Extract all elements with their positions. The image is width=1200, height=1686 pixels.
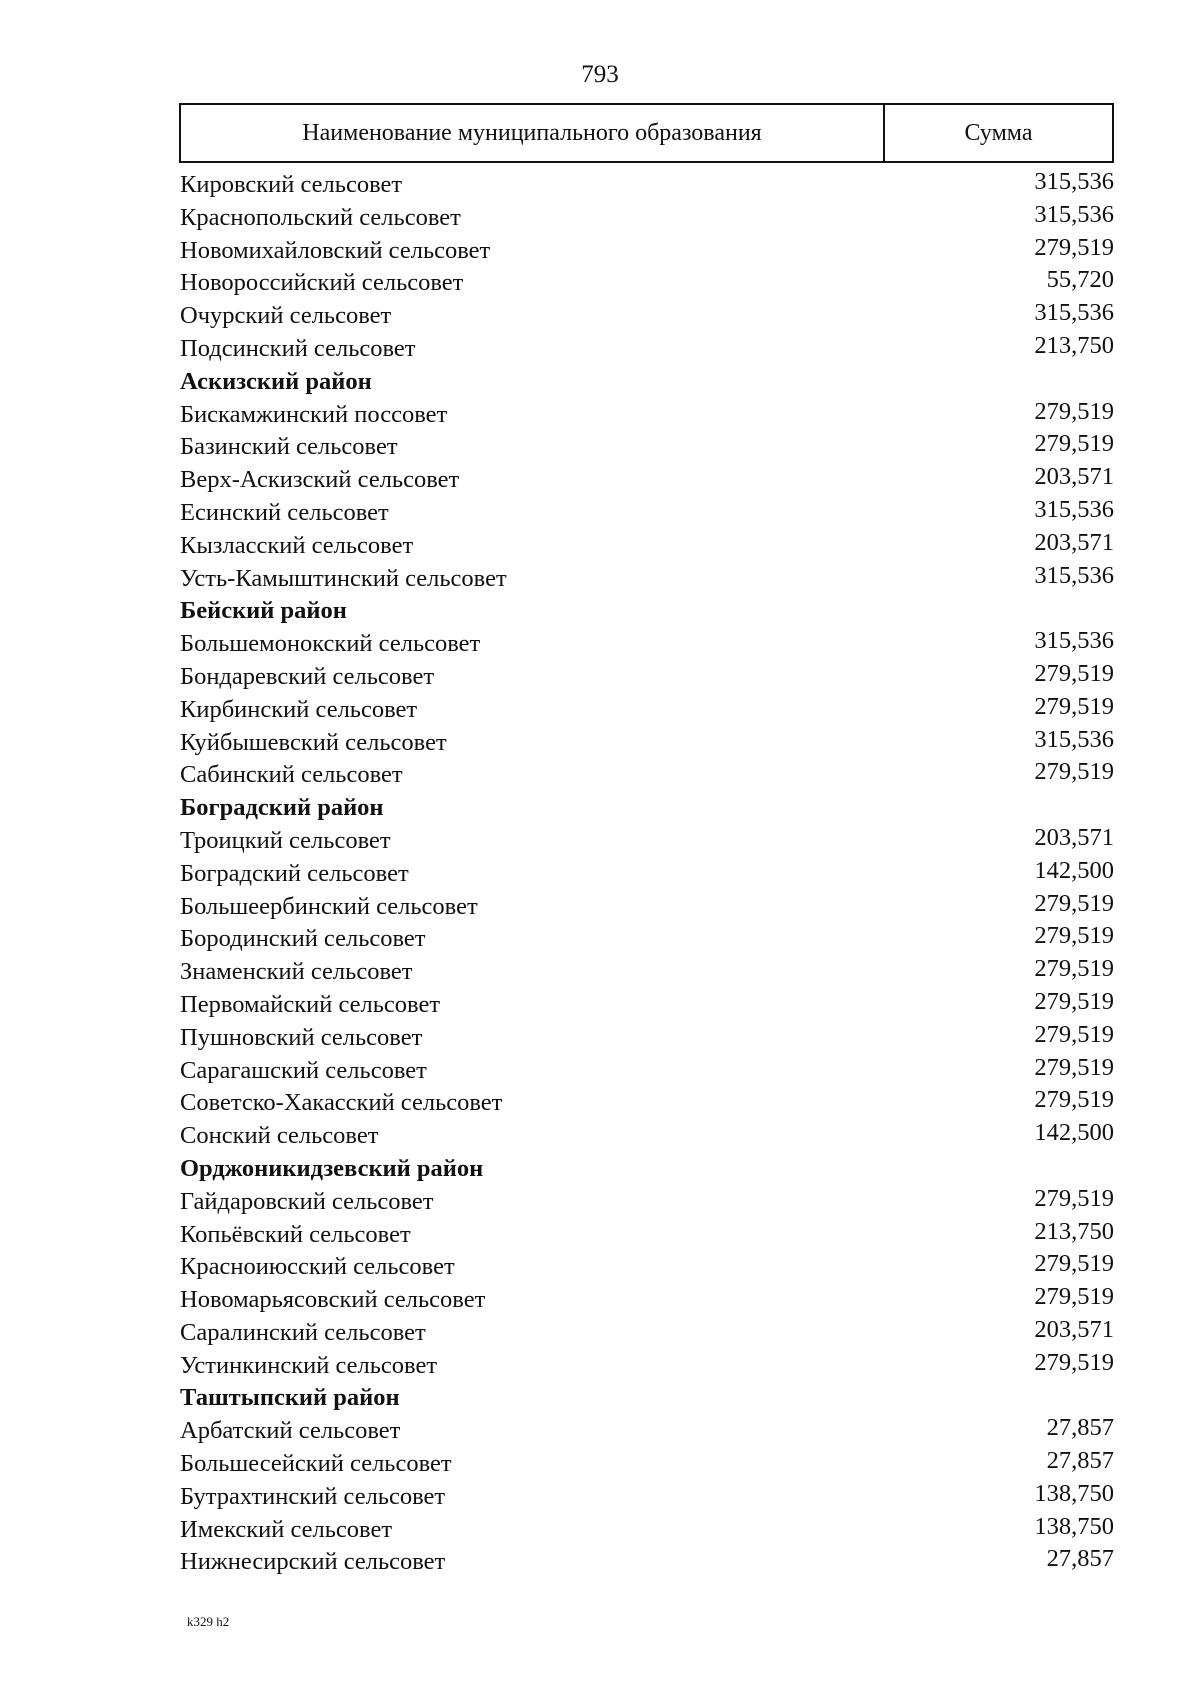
table-row (180, 692, 1114, 725)
amount-value: 138,750 (1034, 1512, 1114, 1540)
amount-value: 279,519 (1034, 430, 1114, 458)
amount-value: 279,519 (1034, 692, 1114, 720)
table-header (179, 103, 1114, 163)
table-row (180, 1413, 1114, 1446)
table-row (180, 757, 1114, 790)
table-row (180, 429, 1114, 462)
amount-value: 279,519 (1034, 758, 1114, 786)
municipality-name: Новомарьясовский сельсовет (180, 1286, 486, 1314)
amount-value: 315,536 (1034, 495, 1114, 523)
municipality-name: Кызласский сельсовет (180, 531, 414, 559)
municipality-name: Гайдаровский сельсовет (180, 1187, 434, 1215)
district-name: Таштыпский район (180, 1384, 400, 1412)
municipality-name: Советско-Хакасский сельсовет (180, 1089, 503, 1117)
amount-value: 315,536 (1034, 200, 1114, 228)
table-row (180, 1184, 1114, 1217)
amount-value: 315,536 (1034, 725, 1114, 753)
municipality-name: Имекский сельсовет (180, 1515, 393, 1543)
amount-value: 142,500 (1034, 1119, 1114, 1147)
amount-value: 279,519 (1034, 1086, 1114, 1114)
table-row (180, 495, 1114, 528)
table-row (180, 1249, 1114, 1282)
column-header-sum: Сумма (964, 119, 1033, 146)
table-row (180, 987, 1114, 1020)
municipality-name: Куйбышевский сельсовет (180, 728, 447, 756)
amount-value: 142,500 (1034, 856, 1114, 884)
amount-value: 279,519 (1034, 955, 1114, 983)
table-row (180, 1544, 1114, 1577)
municipality-name: Саралинский сельсовет (180, 1318, 426, 1346)
table-row (180, 1479, 1114, 1512)
table-row (180, 1217, 1114, 1250)
district-name: Аскизский район (180, 367, 372, 395)
municipality-name: Большемонокский сельсовет (180, 630, 481, 658)
amount-value: 279,519 (1034, 397, 1114, 425)
table-row (180, 298, 1114, 331)
amount-value: 203,571 (1034, 528, 1114, 556)
table-row (180, 462, 1114, 495)
district-heading-row (180, 1380, 1114, 1413)
amount-value: 213,750 (1034, 1217, 1114, 1245)
district-heading-row (180, 790, 1114, 823)
amount-value: 315,536 (1034, 627, 1114, 655)
municipality-name: Базинский сельсовет (180, 433, 398, 461)
amount-value: 27,857 (1046, 1414, 1114, 1442)
table-row (180, 659, 1114, 692)
table-row (180, 725, 1114, 758)
column-header-name: Наименование муниципального образования (181, 105, 885, 161)
amount-value: 138,750 (1034, 1479, 1114, 1507)
table-row (180, 265, 1114, 298)
district-name: Боградский район (180, 794, 384, 822)
municipality-name: Красноиюсский сельсовет (180, 1253, 455, 1281)
municipality-name: Троицкий сельсовет (180, 826, 391, 854)
table-row (180, 921, 1114, 954)
municipality-name: Новомихайловский сельсовет (180, 236, 491, 264)
table-row (180, 561, 1114, 594)
district-heading-row (180, 593, 1114, 626)
municipality-name: Сонский сельсовет (180, 1122, 379, 1150)
amount-value: 279,519 (1034, 889, 1114, 917)
municipality-name: Арбатский сельсовет (180, 1417, 401, 1445)
amount-value: 279,519 (1034, 1020, 1114, 1048)
municipality-name: Большеербинский сельсовет (180, 892, 478, 920)
table-row (180, 1053, 1114, 1086)
amount-value: 279,519 (1034, 1250, 1114, 1278)
table-row (180, 1348, 1114, 1381)
table-row (180, 626, 1114, 659)
table-row (180, 1512, 1114, 1545)
table-row (180, 1446, 1114, 1479)
municipality-name: Большесейский сельсовет (180, 1450, 452, 1478)
table-row (180, 1085, 1114, 1118)
amount-value: 315,536 (1034, 168, 1114, 195)
table-body (180, 167, 1114, 1577)
municipality-name: Бондаревский сельсовет (180, 662, 435, 690)
amount-value: 203,571 (1034, 463, 1114, 491)
municipality-name: Краснопольский сельсовет (180, 203, 461, 231)
table-row (180, 1282, 1114, 1315)
table-row (180, 856, 1114, 889)
document-code: k329 h2 (187, 1614, 230, 1629)
amount-value: 279,519 (1034, 233, 1114, 261)
table-row (180, 1118, 1114, 1151)
table-row (180, 889, 1114, 922)
table-row (180, 528, 1114, 561)
amount-value: 27,857 (1046, 1447, 1114, 1475)
amount-value: 213,750 (1034, 331, 1114, 359)
page-number: 793 (581, 61, 619, 88)
amount-value: 27,857 (1046, 1545, 1114, 1573)
municipality-name: Усть-Камыштинский сельсовет (180, 564, 507, 592)
municipality-name: Бородинский сельсовет (180, 925, 426, 953)
municipality-name: Знаменский сельсовет (180, 958, 413, 986)
amount-value: 279,519 (1034, 1053, 1114, 1081)
amount-value: 203,571 (1034, 823, 1114, 851)
amount-value: 279,519 (1034, 659, 1114, 687)
table-row (180, 954, 1114, 987)
municipality-name: Есинский сельсовет (180, 498, 389, 526)
municipality-name: Устинкинский сельсовет (180, 1351, 438, 1379)
amount-value: 55,720 (1046, 266, 1114, 294)
municipality-name: Верх-Аскизский сельсовет (180, 466, 460, 494)
amount-value: 203,571 (1034, 1315, 1114, 1343)
district-heading-row (180, 364, 1114, 397)
amount-value: 315,536 (1034, 299, 1114, 327)
municipality-name: Кирбинский сельсовет (180, 695, 418, 723)
table-row (180, 1020, 1114, 1053)
district-name: Бейский район (180, 597, 347, 625)
municipality-name: Копьёвский сельсовет (180, 1220, 411, 1248)
municipality-name: Пушновский сельсовет (180, 1023, 423, 1051)
amount-value: 279,519 (1034, 922, 1114, 950)
municipality-name: Первомайский сельсовет (180, 990, 441, 1018)
amount-value: 279,519 (1034, 987, 1114, 1015)
municipality-name: Сабинский сельсовет (180, 761, 403, 789)
table-row (180, 200, 1114, 233)
district-heading-row (180, 1151, 1114, 1184)
table-row (180, 331, 1114, 364)
municipality-name: Новороссийский сельсовет (180, 269, 464, 297)
amount-value: 279,519 (1034, 1348, 1114, 1376)
table-row (180, 1315, 1114, 1348)
municipality-name: Нижнесирский сельсовет (180, 1548, 446, 1576)
municipality-name: Очурский сельсовет (180, 302, 392, 330)
table-row (180, 397, 1114, 430)
amount-value: 315,536 (1034, 561, 1114, 589)
table-row (180, 233, 1114, 266)
district-name: Орджоникидзевский район (180, 1154, 484, 1182)
table-row (180, 167, 1114, 200)
amount-value: 279,519 (1034, 1283, 1114, 1311)
municipality-name: Сарагашский сельсовет (180, 1056, 427, 1084)
municipality-name: Бутрахтинский сельсовет (180, 1482, 446, 1510)
municipality-name: Бискамжинский поссовет (180, 400, 448, 428)
table-row (180, 823, 1114, 856)
amount-value: 279,519 (1034, 1184, 1114, 1212)
municipality-name: Боградский сельсовет (180, 859, 409, 887)
municipality-name: Кировский сельсовет (180, 171, 403, 198)
municipality-name: Подсинский сельсовет (180, 334, 416, 362)
